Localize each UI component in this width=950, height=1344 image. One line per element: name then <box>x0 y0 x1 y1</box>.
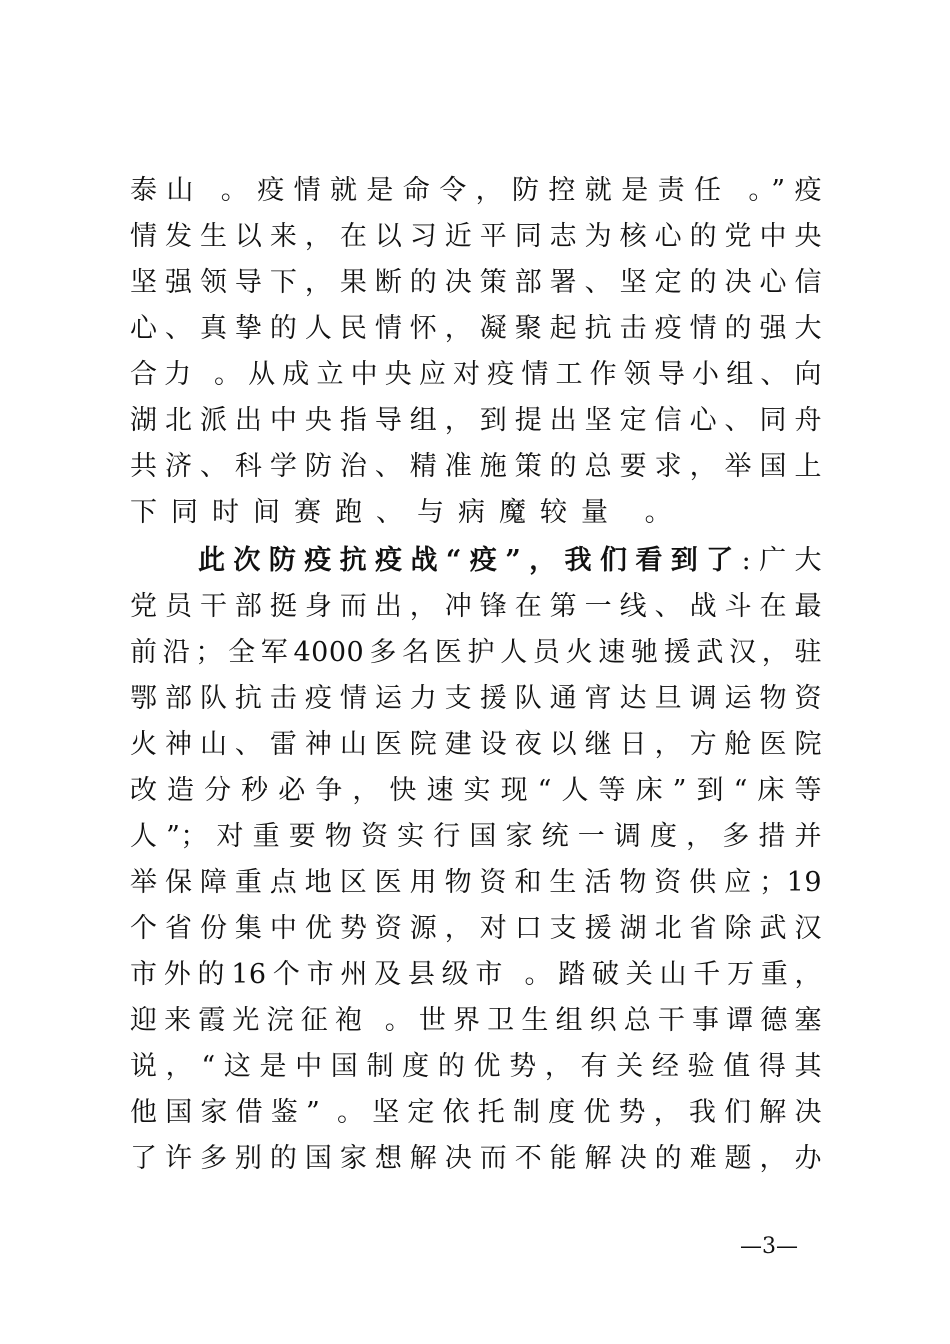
body-text-line: 举保障重点地区医用物资和生活物资供应；19 <box>130 867 822 898</box>
body-text-line: 了许多别的国家想解决而不能解决的难题，办 <box>130 1143 822 1174</box>
body-text-line: 党员干部挺身而出，冲锋在第一线、战斗在最 <box>130 591 822 622</box>
body-text-line: 市外的16个市州及县级市 。踏破关山千万重， <box>130 959 822 990</box>
body-text-line: 鄂部队抗击疫情运力支援队通宵达旦调运物资 <box>130 683 822 714</box>
body-text-line: 共济、科学防治、精准施策的总要求，举国上 <box>130 451 822 482</box>
lead-phrase-continuation: :广大 <box>741 545 822 576</box>
body-text-line: 下同时间赛跑、与病魔较量 。 <box>130 497 686 528</box>
page-number: —3— <box>740 1234 798 1259</box>
body-text-line: 心、真挚的人民情怀，凝聚起抗击疫情的强大 <box>130 313 822 344</box>
body-text-line: 迎来霞光浣征袍 。世界卫生组织总干事谭德塞 <box>130 1005 822 1036</box>
body-text-line: 人”；对重要物资实行国家统一调度，多措并 <box>130 821 822 852</box>
body-text-line: 说，“这是中国制度的优势，有关经验值得其 <box>130 1051 822 1082</box>
bold-lead-phrase: 此次防疫抗疫战“疫”，我们看到了 <box>198 545 742 576</box>
body-text-line: 坚强领导下，果断的决策部署、坚定的决心信 <box>130 267 822 298</box>
body-text-line: 合力 。从成立中央应对疫情工作领导小组、向 <box>130 359 822 390</box>
body-text-line: 前沿；全军4000多名医护人员火速驰援武汉，驻 <box>130 637 822 668</box>
body-text-line: 泰山 。疫情就是命令，防控就是责任 。”疫 <box>130 175 822 206</box>
paragraph-opening-line <box>198 538 822 584</box>
body-text-line: 情发生以来，在以习近平同志为核心的党中央 <box>130 221 822 252</box>
body-text-line: 改造分秒必争，快速实现“人等床”到“床等 <box>130 775 822 806</box>
body-text-line: 火神山、雷神山医院建设夜以继日，方舱医院 <box>130 729 822 760</box>
body-text-line: 他国家借鉴” 。坚定依托制度优势，我们解决 <box>130 1097 822 1128</box>
body-text-line: 湖北派出中央指导组，到提出坚定信心、同舟 <box>130 405 822 436</box>
body-text-line: 个省份集中优势资源，对口支援湖北省除武汉 <box>130 913 822 944</box>
